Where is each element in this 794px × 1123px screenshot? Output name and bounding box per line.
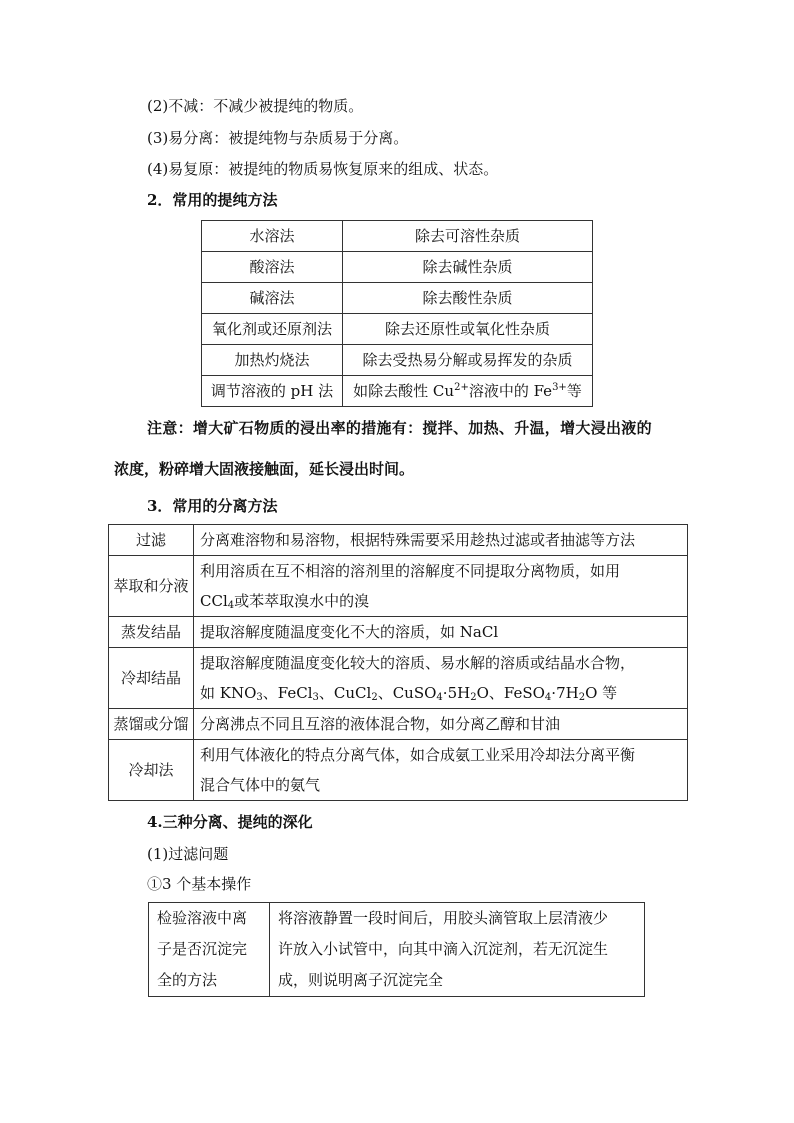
section-3-title: 3．常用的分离方法 bbox=[147, 497, 278, 515]
principle-4: (4)易复原：被提纯的物质易恢复原来的组成、状态。 bbox=[147, 160, 499, 178]
purpose-cell: 除去碱性杂质 bbox=[343, 252, 593, 283]
note-line-1: 注意：增大矿石物质的浸出率的措施有：搅拌、加热、升温，增大浸出液的 bbox=[147, 419, 652, 437]
subsection-basic-ops: ①3 个基本操作 bbox=[147, 875, 252, 893]
table-row bbox=[202, 314, 593, 345]
desc-cell: 分离沸点不同且互溶的液体混合物，如分离乙醇和甘油 bbox=[194, 709, 688, 740]
purification-table bbox=[201, 220, 593, 407]
value-cell: 将溶液静置一段时间后，用胶头滴管取上层清液少 许放入小试管中，向其中滴入沉淀剂，若无沉淀生 成，则说明离子沉淀完全 bbox=[270, 903, 645, 997]
desc-cell: 利用溶质在互不相溶的溶剂里的溶解度不同提取分离物质，如用 CCl$_4$或苯萃取溴水中的溴 bbox=[194, 556, 688, 617]
desc-cell: 提取溶解度随温度变化不大的溶质，如 NaCl bbox=[194, 617, 688, 648]
desc-cell: 利用气体液化的特点分离气体，如合成氨工业采用冷却法分离平衡 混合气体中的氨气 bbox=[194, 740, 688, 801]
desc-cell: 提取溶解度随温度变化较大的溶质、易水解的溶质或结晶水合物， 如 $KNO_3$、FeCl$_3$、CuCl$_2$、$CuSO_4\cdot 5H_2O$、$FeSO_4\cdot 7H_2O$ 等 bbox=[194, 648, 688, 709]
principle-3: (3)易分离：被提纯物与杂质易于分离。 bbox=[147, 129, 409, 147]
table-row bbox=[149, 903, 645, 997]
purpose-cell: 除去可溶性杂质 bbox=[343, 221, 593, 252]
method-cell: 调节溶液的 pH 法 bbox=[202, 376, 343, 407]
section-4-title: 4.三种分离、提纯的深化 bbox=[147, 813, 313, 831]
method-cell: 氧化剂或还原剂法 bbox=[202, 314, 343, 345]
purpose-cell: 如除去酸性 $Cu^{2+}$溶液中的 $Fe^{3+}$等 bbox=[343, 376, 593, 407]
method-cell: 蒸发结晶 bbox=[109, 617, 194, 648]
method-cell: 酸溶法 bbox=[202, 252, 343, 283]
method-cell: 过滤 bbox=[109, 525, 194, 556]
method-cell: 碱溶法 bbox=[202, 283, 343, 314]
table-row bbox=[202, 345, 593, 376]
purpose-cell: 除去酸性杂质 bbox=[343, 283, 593, 314]
method-cell: 冷却结晶 bbox=[109, 648, 194, 709]
table-row bbox=[202, 221, 593, 252]
principle-2: (2)不减：不减少被提纯的物质。 bbox=[147, 97, 364, 115]
purpose-cell: 除去还原性或氧化性杂质 bbox=[343, 314, 593, 345]
method-cell: 萃取和分液 bbox=[109, 556, 194, 617]
table-row bbox=[109, 709, 688, 740]
section-2-title: 2．常用的提纯方法 bbox=[147, 191, 278, 209]
method-cell: 水溶法 bbox=[202, 221, 343, 252]
subsection-filter: (1)过滤问题 bbox=[147, 845, 229, 863]
method-cell: 蒸馏或分馏 bbox=[109, 709, 194, 740]
table-row bbox=[109, 648, 688, 709]
purpose-cell: 除去受热易分解或易挥发的杂质 bbox=[343, 345, 593, 376]
table-row bbox=[109, 525, 688, 556]
precipitation-check-table bbox=[148, 902, 645, 997]
method-cell: 加热灼烧法 bbox=[202, 345, 343, 376]
table-row bbox=[109, 617, 688, 648]
table-row bbox=[202, 252, 593, 283]
table-row bbox=[109, 556, 688, 617]
table-row bbox=[202, 283, 593, 314]
table-row bbox=[109, 740, 688, 801]
key-cell: 检验溶液中离 子是否沉淀完 全的方法 bbox=[149, 903, 270, 997]
desc-cell: 分离难溶物和易溶物，根据特殊需要采用趁热过滤或者抽滤等方法 bbox=[194, 525, 688, 556]
table-row bbox=[202, 376, 593, 407]
separation-table bbox=[108, 524, 688, 801]
method-cell: 冷却法 bbox=[109, 740, 194, 801]
note-line-2: 浓度，粉碎增大固液接触面，延长浸出时间。 bbox=[114, 460, 415, 478]
